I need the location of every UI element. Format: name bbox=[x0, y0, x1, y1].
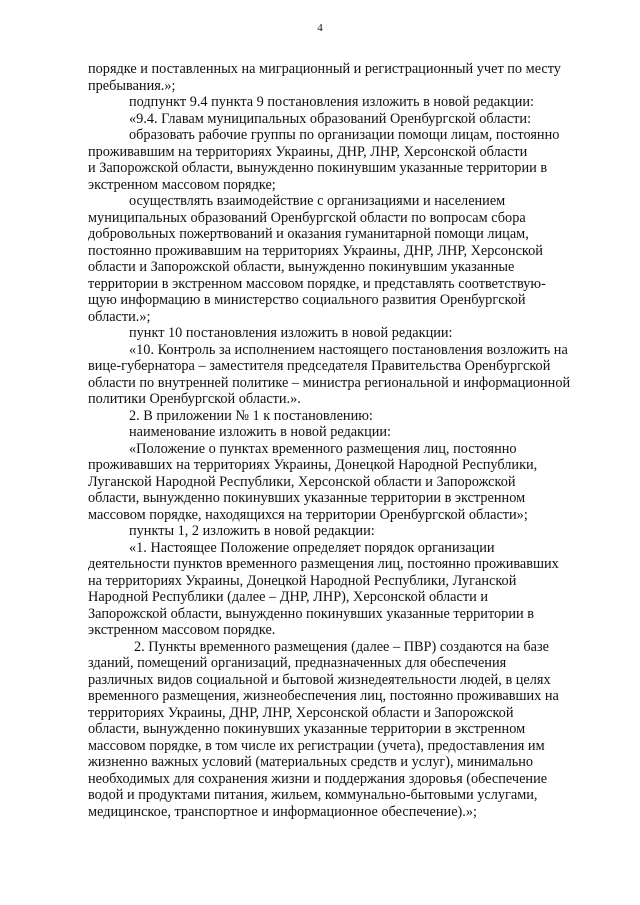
text-line: различных видов социальной и бытовой жизнедеятельности людей, в целях bbox=[88, 671, 551, 688]
text-line: жизненно важных условий (материальных средств и услуг), минимально bbox=[88, 754, 534, 770]
text-line: щую информацию в министерство социального развития Оренбургской bbox=[88, 292, 526, 308]
text-line: политики Оренбургской области.». bbox=[88, 391, 301, 407]
text-line: водой и продуктами питания, жильем, коммунально-бытовыми услугами, bbox=[88, 787, 538, 803]
text-line: на территориях Украины, Донецкой Народной Республики, Луганской bbox=[88, 572, 517, 589]
text-line: пункт 10 постановления изложить в новой редакции: bbox=[129, 325, 453, 341]
text-line: «Положение о пунктах временного размещения лиц, постоянно bbox=[129, 440, 517, 457]
text-line: экстренном массовом порядке. bbox=[88, 622, 276, 638]
text-line: проживавших на территориях Украины, Донецкой Народной Республики, bbox=[88, 457, 538, 473]
text-line: добровольных пожертвований и оказания гуманитарной помощи лицам, bbox=[88, 226, 529, 242]
text-line: области и Запорожской области, вынужденно покинувшим указанные bbox=[88, 259, 515, 275]
page-number: 4 bbox=[317, 22, 323, 34]
text-line: территории в экстренном массовом порядке, и представлять соответствую- bbox=[88, 275, 546, 292]
text-line: массовом порядке, находящихся на территории Оренбургской области»; bbox=[88, 506, 528, 523]
text-line: Народной Республики (далее – ДНР, ЛНР), Херсонской области и bbox=[88, 589, 488, 605]
text-line: области, вынужденно покинувших указанные территории в экстренном bbox=[88, 490, 526, 506]
text-line: Луганской Народной Республики, Херсонской области и Запорожской bbox=[88, 473, 516, 490]
text-line: временного размещения, жизнеобеспечения лиц, постоянно проживавших на bbox=[88, 688, 559, 704]
text-line: «9.4. Главам муниципальных образований Оренбургской области: bbox=[129, 110, 532, 127]
text-line: и Запорожской области, вынужденно покинувшим указанные территории в bbox=[88, 160, 548, 176]
text-line: экстренном массовом порядке; bbox=[88, 176, 276, 193]
text-line: пребывания.»; bbox=[88, 77, 176, 94]
text-line: «1. Настоящее Положение определяет порядок организации bbox=[129, 539, 495, 556]
text-line: массовом порядке, в том числе их регистрации (учета), предоставления им bbox=[88, 737, 545, 754]
text-line: проживавшим на территориях Украины, ДНР, ЛНР, Херсонской области bbox=[88, 143, 528, 160]
text-line: необходимых для сохранения жизни и поддержания здоровья (обеспечение bbox=[88, 770, 548, 787]
text-line: наименование изложить в новой редакции: bbox=[129, 424, 392, 440]
document-body bbox=[88, 61, 596, 820]
text-line: Запорожской области, вынужденно покинувших указанные территории в bbox=[88, 605, 534, 622]
text-line: 2. В приложении № 1 к постановлению: bbox=[129, 407, 373, 424]
text-line: вице-губернатора – заместителя председателя Правительства Оренбургской bbox=[88, 358, 551, 374]
text-line: образовать рабочие группы по организации помощи лицам, постоянно bbox=[129, 127, 560, 143]
text-line: постоянно проживавшим на территориях Украины, ДНР, ЛНР, Херсонской bbox=[88, 242, 543, 259]
text-line: территориях Украины, ДНР, ЛНР, Херсонской области и Запорожской bbox=[88, 704, 514, 721]
text-line: пункты 1, 2 изложить в новой редакции: bbox=[129, 523, 375, 539]
text-line: «10. Контроль за исполнением настоящего постановления возложить на bbox=[129, 341, 568, 358]
text-line: муниципальных образований Оренбургской области по вопросам сбора bbox=[88, 209, 526, 226]
text-line: 2. Пункты временного размещения (далее – ПВР) создаются на базе bbox=[134, 638, 549, 655]
text-line: медицинское, транспортное и информационное обеспечение).»; bbox=[88, 803, 478, 820]
text-line: порядке и поставленных на миграционный и регистрационный учет по месту bbox=[88, 61, 561, 77]
text-line: области, вынужденно покинувших указанные территории в экстренном bbox=[88, 721, 526, 737]
text-line: деятельности пунктов временного размещения лиц, постоянно проживавших bbox=[88, 556, 559, 572]
text-line: осуществлять взаимодействие с организациями и населением bbox=[129, 193, 506, 209]
text-line: зданий, помещений организаций, предназначенных для обеспечения bbox=[88, 655, 507, 671]
text-line: области.»; bbox=[88, 308, 151, 325]
text-line: подпункт 9.4 пункта 9 постановления изложить в новой редакции: bbox=[129, 94, 535, 110]
text-line: области по внутренней политике – министра региональной и информационной bbox=[88, 374, 571, 391]
